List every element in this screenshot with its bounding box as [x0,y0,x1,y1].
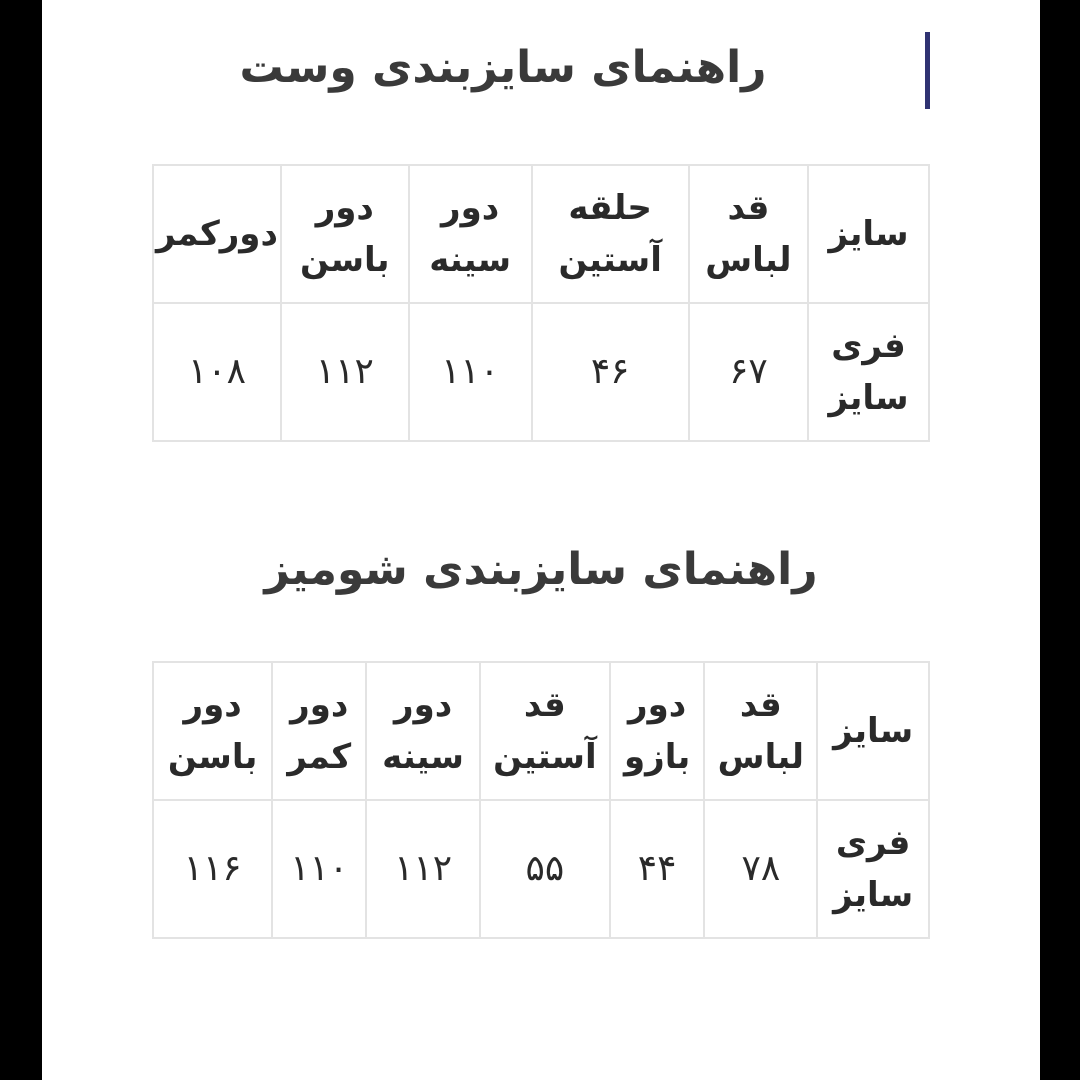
table-row [153,303,929,441]
header-hip: دور باسن [281,165,409,303]
vest-size-table [152,164,930,442]
cell-arm: ۴۴ [610,800,705,938]
vest-size-guide-title: راهنمای سایزبندی وست [239,42,767,93]
page [42,0,1040,1080]
shomiz-size-table [152,661,930,939]
cell-chest: ۱۱۲ [366,800,480,938]
cell-hip: ۱۱۲ [281,303,409,441]
header-hip: دور باسن [153,662,272,800]
header-size: سایز [808,165,929,303]
header-dress-length: قد لباس [704,662,817,800]
header-dress-length: قد لباس [689,165,808,303]
header-chest: دور سینه [409,165,532,303]
cell-dress-length: ۷۸ [704,800,817,938]
cell-size: فری سایز [808,303,929,441]
table-row [153,800,929,938]
cell-waist: ۱۱۰ [272,800,366,938]
header-size: سایز [817,662,929,800]
header-armhole: حلقه آستین [532,165,689,303]
header-chest: دور سینه [366,662,480,800]
cell-size: فری سایز [817,800,929,938]
header-waist: دورکمر [153,165,281,303]
header-arm: دور بازو [610,662,705,800]
cell-armhole: ۴۶ [532,303,689,441]
cell-chest: ۱۱۰ [409,303,532,441]
cell-dress-length: ۶۷ [689,303,808,441]
cell-waist: ۱۰۸ [153,303,281,441]
shomiz-size-guide-title: راهنمای سایزبندی شومیز [264,544,818,595]
header-sleeve-length: قد آستین [480,662,610,800]
table-header-row [153,165,929,303]
cell-sleeve-length: ۵۵ [480,800,610,938]
cell-hip: ۱۱۶ [153,800,272,938]
table-header-row [153,662,929,800]
header-waist: دور کمر [272,662,366,800]
